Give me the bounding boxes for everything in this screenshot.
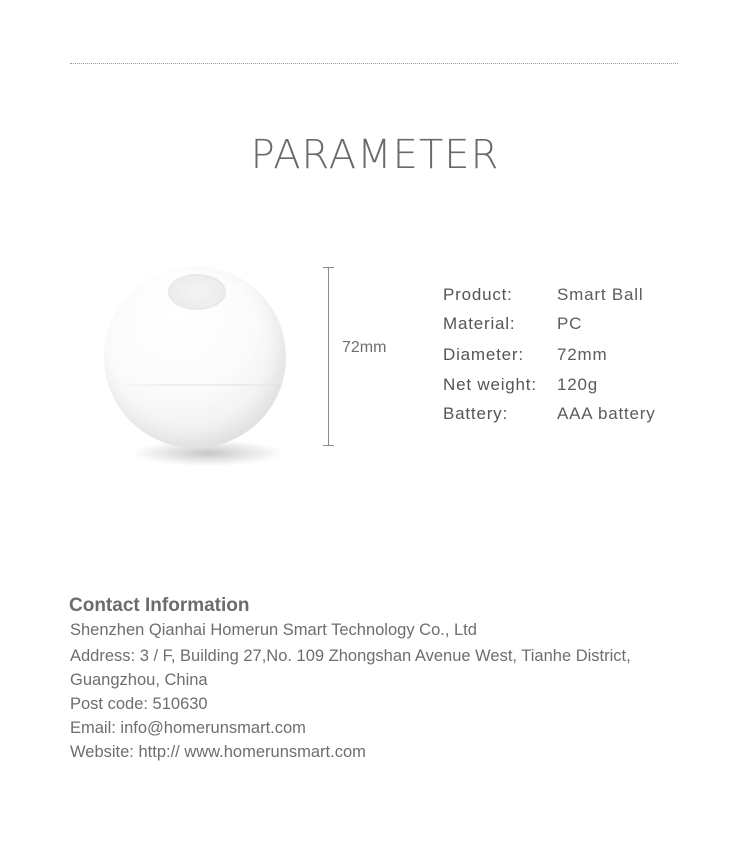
dimension-cap-top [323, 267, 334, 268]
post-code: Post code: 510630 [70, 695, 208, 713]
ball-seam [116, 384, 292, 386]
spec-value: 72mm [557, 345, 608, 364]
spec-value: 120g [557, 375, 599, 394]
company-name: Shenzhen Qianhai Homerun Smart Technology Co., Ltd [70, 621, 477, 639]
spec-label: Battery: [443, 404, 508, 423]
spec-value: PC [557, 314, 583, 333]
address-line-2: Guangzhou, China [70, 671, 208, 689]
spec-value: Smart Ball [557, 285, 644, 304]
spec-label: Net weight: [443, 375, 537, 394]
address-line-1: Address: 3 / F, Building 27,No. 109 Zhongshan Avenue West, Tianhe District, [70, 647, 631, 665]
spec-label: Material: [443, 314, 516, 333]
email: Email: info@homerunsmart.com [70, 719, 306, 737]
ball-body [104, 266, 286, 448]
ball-top-cap [168, 274, 226, 310]
smart-ball-image [95, 258, 305, 488]
dimension-cap-bottom [323, 445, 334, 446]
website: Website: http:// www.homerunsmart.com [70, 743, 366, 761]
spec-label: Product: [443, 285, 513, 304]
dimension-label: 72mm [342, 339, 387, 356]
top-divider [70, 63, 678, 64]
contact-heading: Contact Information [69, 595, 250, 616]
spec-value: AAA battery [557, 404, 656, 423]
page-title: PARAMETER [250, 132, 500, 178]
spec-label: Diameter: [443, 345, 524, 364]
diameter-dimension-line [328, 267, 329, 445]
